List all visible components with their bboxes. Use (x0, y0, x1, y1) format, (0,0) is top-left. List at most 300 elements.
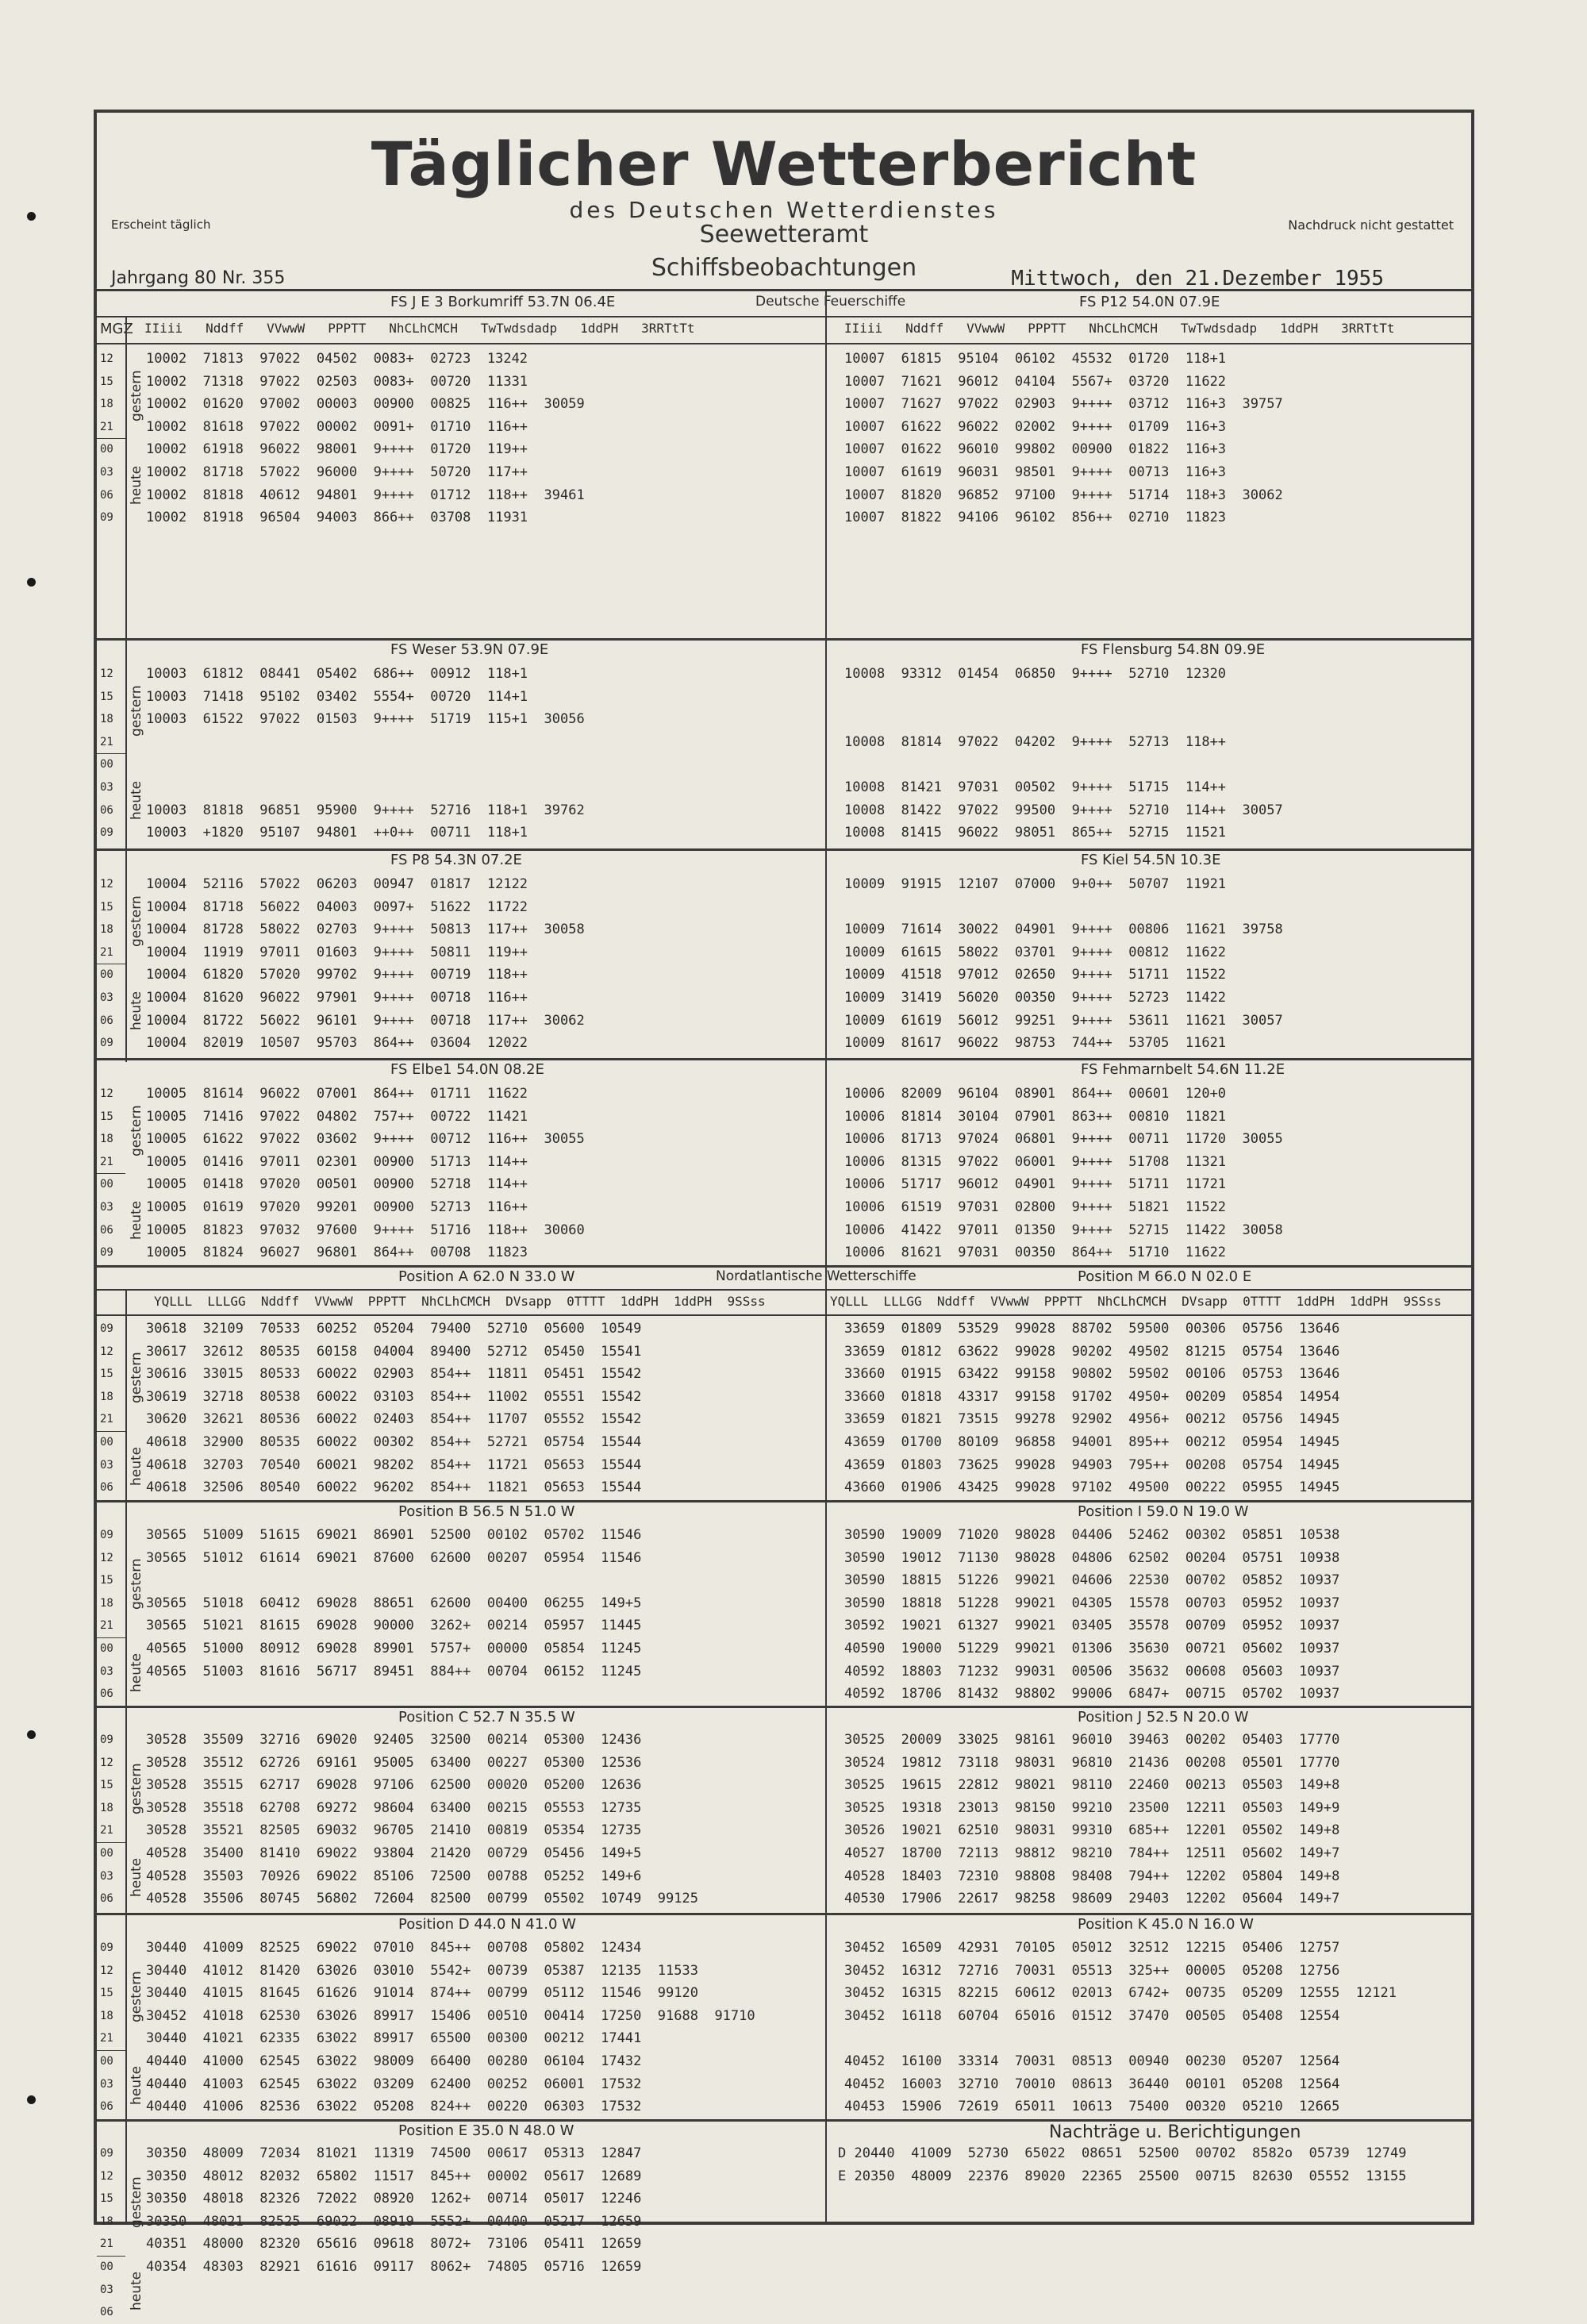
observation-row (146, 753, 585, 776)
coastal-column-header: IIiii Nddff VVwwW PPPTT NhCLhCMCH TwTwdsdadp 1ddPH 3RRTtTt (144, 321, 695, 336)
observation-row: 30565 51018 60412 69028 88651 62600 00400 06255 149+5 (146, 1595, 642, 1611)
observation-row: 30528 35515 62717 69028 97106 62500 00020 05200 12636 (146, 1777, 642, 1794)
observation-row (146, 1569, 641, 1592)
left-station-rows (146, 873, 585, 1055)
observation-row: 30440 41015 81645 61626 91014 874++ 00799 05112 11546 99120 (146, 1985, 698, 2002)
observation-row: 43659 01700 80109 96858 94001 895++ 00212 05954 14945 (844, 1433, 1340, 1450)
observation-row: 40528 18403 72310 98808 98408 794++ 12202 05804 149+8 (844, 1868, 1340, 1884)
observation-row: 40354 48303 82921 61616 09117 8062+ 74805 05716 12659 (146, 2258, 642, 2275)
observation-row (844, 708, 1283, 731)
issue-date: Mittwoch, den 21.Dezember 1955 (1011, 267, 1384, 290)
observation-row: 40618 32506 80540 60022 96202 854++ 11821 05653 15544 (146, 1479, 642, 1496)
observation-row: 30452 16509 42931 70105 05012 32512 12215 05406 12757 (844, 1940, 1340, 1956)
hour-label: 15 (100, 690, 113, 703)
observation-row: 10009 41518 97012 02650 9++++ 51711 11522 (844, 967, 1227, 983)
hour-label: 06 (100, 1223, 113, 1237)
corrections-rows (838, 2142, 1406, 2187)
observation-row: 10003 71418 95102 03402 5554+ 00720 114+1 (146, 688, 528, 705)
station-title: FS P8 54.3N 07.2E (390, 852, 522, 868)
hour-labels (100, 2142, 113, 2324)
observation-row: 40590 19000 51229 99021 01306 35630 00721 05602 10937 (844, 1640, 1340, 1656)
day-divider (97, 1842, 125, 1843)
column-divider (825, 1265, 827, 2224)
hour-label: 15 (100, 1987, 113, 2000)
observation-row: 10004 81718 56022 04003 0097+ 51622 11722 (146, 898, 528, 915)
hour-label: 03 (100, 780, 113, 794)
right-station-rows (844, 873, 1283, 1055)
hour-label: 00 (100, 1435, 113, 1449)
punch-hole (27, 2095, 36, 2104)
station-title: FS Weser 53.9N 07.9E (390, 641, 549, 658)
hour-label: 12 (100, 668, 113, 680)
observation-row: 10005 01416 97011 02301 00900 51713 114++ (146, 1153, 528, 1170)
observation-row (844, 2027, 1397, 2050)
observation-row: 30452 41018 62530 63026 89917 15406 00510 00414 17250 91688 91710 (146, 2007, 755, 2024)
observation-row: 40528 35400 81410 69022 93804 21420 00729 05456 149+5 (146, 1845, 642, 1861)
observation-row: 33659 01809 53529 99028 88702 59500 00306 05756 13646 (844, 1321, 1340, 1337)
hour-label: 09 (100, 1941, 113, 1954)
divider-line (97, 1913, 1471, 1915)
hour-label: 12 (100, 2169, 113, 2183)
observation-row: 10004 81728 58022 02703 9++++ 50813 117++ 30058 (146, 922, 585, 938)
observation-row: 30440 41012 81420 63026 03010 5542+ 00739 05387 12135 11533 (146, 1962, 698, 1979)
observation-row: 43659 01803 73625 99028 94903 795++ 00208 05754 14945 (844, 1456, 1340, 1473)
hour-label: 03 (100, 991, 113, 1004)
hour-column-divider (125, 1289, 127, 2224)
station-title: FS J E 3 Borkumriff 53.7N 06.4E (390, 294, 616, 310)
day-label-gestern: gestern (129, 685, 144, 737)
day-divider (97, 1637, 125, 1638)
observation-row: 10005 71416 97022 04802 757++ 00722 11421 (146, 1108, 528, 1125)
day-label-gestern: gestern (129, 1351, 144, 1403)
observation-row: 30440 41021 62335 63022 89917 65500 00300 00212 17441 (146, 2030, 642, 2047)
right-station-rows (844, 1083, 1283, 1264)
observation-row (844, 686, 1283, 709)
hour-label: 18 (100, 2214, 113, 2228)
ocean-column-header: YQLLL LLLGG Nddff VVwwW PPPTT NhCLhCMCH DVsapp 0TTTT 1ddPH 1ddPH 9SSss (154, 1294, 766, 1309)
station-title: FS Kiel 54.5N 10.3E (1081, 852, 1221, 868)
hour-label: 09 (100, 1037, 113, 1050)
observation-row: 40528 35506 80745 56802 72604 82500 00799 05502 10749 99125 (146, 1891, 698, 1907)
observation-row: 30440 41009 82525 69022 07010 845++ 00708 05802 12434 (146, 1940, 642, 1956)
hour-label: 06 (100, 488, 113, 502)
day-label-heute: heute (129, 991, 144, 1030)
observation-row: D 20440 41009 52730 65022 08651 52500 00702 8582o 05739 12749 (838, 2145, 1407, 2161)
hour-label: 21 (100, 1619, 113, 1633)
station-title: Nachträge u. Berichtigungen (1049, 2122, 1301, 2142)
observation-row: 30525 20009 33025 98161 96010 39463 00202 05403 17770 (844, 1732, 1340, 1748)
day-label-gestern: gestern (129, 1557, 144, 1610)
hour-labels (100, 1318, 113, 1499)
observation-row: E 20350 48009 22376 89020 22365 25500 00715 82630 05552 13155 (838, 2168, 1407, 2184)
hour-label: 18 (100, 713, 113, 726)
coastal-column-header-right: IIiii Nddff VVwwW PPPTT NhCLhCMCH TwTwdsdadp 1ddPH 3RRTtTt (844, 321, 1395, 336)
punch-hole (27, 578, 36, 587)
punch-hole (27, 1730, 36, 1739)
right-station-rows (844, 663, 1283, 845)
observation-row: 10006 51717 96012 04901 9++++ 51711 11721 (844, 1176, 1227, 1193)
hour-label: 00 (100, 1846, 113, 1860)
observation-row: 33660 01915 63422 99158 90802 59502 00106 05753 13646 (844, 1366, 1340, 1383)
issue-number: Jahrgang 80 Nr. 355 (111, 268, 286, 288)
right-ship-rows (844, 1524, 1339, 1706)
divider-line (97, 1265, 1471, 1268)
page-subtitle: des Deutschen Wetterdienstes (569, 197, 999, 223)
observation-row: 30617 32612 80535 60158 04004 89400 52712 05450 15541 (146, 1343, 642, 1360)
hour-label: 03 (100, 2283, 113, 2296)
hour-label: 21 (100, 945, 113, 959)
left-station-rows (146, 348, 585, 529)
observation-row: 30350 48012 82032 65802 11517 845++ 00002 05617 12689 (146, 2168, 642, 2184)
station-title: Position M 66.0 N 02.0 E (1078, 1268, 1252, 1285)
hour-label: 06 (100, 2100, 113, 2114)
day-divider (97, 2256, 125, 2257)
hour-labels (100, 1524, 113, 1706)
hour-label: 09 (100, 1322, 113, 1335)
hour-label: 09 (100, 826, 113, 840)
observation-row: 10009 71614 30022 04901 9++++ 00806 11621 39758 (844, 922, 1283, 938)
hour-column-divider (125, 316, 127, 1062)
divider-line (97, 2119, 1471, 2122)
observation-row: 40565 51003 81616 56717 89451 884++ 00704 06152 11245 (146, 1663, 642, 1680)
station-title: Position D 44.0 N 41.0 W (398, 1916, 576, 1933)
day-divider (97, 2050, 125, 2051)
hour-label: 15 (100, 1110, 113, 1123)
observation-row: 10002 01620 97002 00003 00900 00825 116++ 30059 (146, 396, 585, 413)
divider-line (97, 1058, 1471, 1060)
observation-row: 10008 81422 97022 99500 9++++ 52710 114++ 30057 (844, 802, 1283, 818)
observation-row: 10003 61522 97022 01503 9++++ 51719 115+1 30056 (146, 711, 585, 728)
station-title: Position J 52.5 N 20.0 W (1078, 1709, 1249, 1726)
left-ship-rows (146, 1318, 641, 1499)
hour-label: 21 (100, 2032, 113, 2045)
observation-row: 30524 19812 73118 98031 96810 21436 00208 05501 17770 (844, 1754, 1340, 1771)
right-ship-rows (844, 1318, 1339, 1499)
hour-label: 00 (100, 1641, 113, 1655)
hour-label: 12 (100, 878, 113, 891)
observation-row: 10004 81620 96022 97901 9++++ 00718 116++ (146, 989, 528, 1006)
observation-row: 40452 16003 32710 70010 08613 36440 00101 05208 12564 (844, 2076, 1340, 2092)
observation-row: 10004 61820 57020 99702 9++++ 00719 118++ (146, 967, 528, 983)
observation-row: 10009 61619 56012 99251 9++++ 53611 11621 30057 (844, 1012, 1283, 1029)
observation-row: 10006 82009 96104 08901 864++ 00601 120+0 (844, 1086, 1227, 1102)
observation-row: 30350 48009 72034 81021 11319 74500 00617 05313 12847 (146, 2145, 642, 2161)
hour-label: 06 (100, 1481, 113, 1495)
station-title: FS Flensburg 54.8N 09.9E (1081, 641, 1266, 658)
observation-row: 10005 81824 96027 96801 864++ 00708 11823 (146, 1245, 528, 1261)
observation-row: 10004 11919 97011 01603 9++++ 50811 119++ (146, 944, 528, 960)
observation-row: 10002 81718 57022 96000 9++++ 50720 117++ (146, 464, 528, 480)
hour-label: 15 (100, 1368, 113, 1381)
day-label-gestern: gestern (129, 1762, 144, 1814)
day-label-heute: heute (129, 1653, 144, 1692)
left-ship-rows (146, 1729, 698, 1910)
mgz-label: MGZ (100, 321, 133, 337)
observation-row: 10006 81713 97024 06801 9++++ 00711 11720 30055 (844, 1131, 1283, 1148)
hour-label: 09 (100, 2147, 113, 2160)
hour-label: 18 (100, 1596, 113, 1610)
station-title: FS Fehmarnbelt 54.6N 11.2E (1081, 1061, 1285, 1078)
observation-row: 43660 01906 43425 99028 97102 49500 00222 05955 14945 (844, 1479, 1340, 1496)
observation-row: 40351 48000 82320 65616 09618 8072+ 73106 05411 12659 (146, 2236, 642, 2253)
observation-row: 30528 35518 62708 69272 98604 63400 00215 05553 12735 (146, 1799, 642, 1816)
observation-row: 40440 41000 62545 63022 98009 66400 00280 06104 17432 (146, 2053, 642, 2069)
hour-label: 15 (100, 2192, 113, 2206)
copyright-note: Nachdruck nicht gestattet (1288, 217, 1454, 233)
observation-row: 40618 32900 80535 60022 00302 854++ 52721 05754 15544 (146, 1433, 642, 1450)
observation-row: 40452 16100 33314 70031 08513 00940 00230 05207 12564 (844, 2053, 1340, 2069)
hour-label: 18 (100, 1801, 113, 1814)
divider-line (97, 343, 1471, 344)
observation-row (146, 731, 585, 754)
hour-label: 21 (100, 2237, 113, 2251)
hour-labels (100, 1729, 113, 1910)
observation-row: 30590 18818 51228 99021 04305 15578 00703 05952 10937 (844, 1595, 1340, 1611)
hour-label: 15 (100, 900, 113, 914)
hour-label: 00 (100, 443, 113, 456)
hour-label: 03 (100, 1458, 113, 1472)
observation-row: 30565 51009 51615 69021 86901 52500 00102 05702 11546 (146, 1527, 642, 1543)
observation-row: 10004 52116 57022 06203 00947 01817 12122 (146, 876, 528, 892)
hour-label: 21 (100, 735, 113, 748)
hour-label: 12 (100, 1964, 113, 1977)
feuerschiffe-heading: Deutsche Feuerschiffe (755, 294, 906, 310)
observation-row: 30528 35512 62726 69161 95005 63400 00227 05300 12536 (146, 1754, 642, 1771)
observation-row: 10007 61622 96022 02002 9++++ 01709 116+3 (844, 418, 1227, 435)
observation-row: 30350 48018 82326 72022 08920 1262+ 00714 05017 12246 (146, 2191, 642, 2207)
hour-label: 00 (100, 2260, 113, 2273)
day-label-heute: heute (129, 780, 144, 820)
observation-row: 10008 81415 96022 98051 865++ 52715 11521 (844, 825, 1227, 841)
left-station-rows (146, 1083, 585, 1264)
left-station-rows (146, 663, 585, 845)
observation-row: 10007 81822 94106 96102 856++ 02710 11823 (844, 510, 1227, 526)
hour-label: 09 (100, 1246, 113, 1260)
right-ship-rows (844, 1729, 1339, 1910)
page-title: Täglicher Wetterbericht (371, 129, 1197, 199)
observation-row: 10003 61812 08441 05402 686++ 00912 118+1 (146, 666, 528, 682)
observation-row: 40592 18803 71232 99031 00506 35632 00608 05603 10937 (844, 1663, 1340, 1680)
observation-row: 30620 32621 80536 60022 02403 854++ 11707 05552 15542 (146, 1411, 642, 1428)
observation-row (146, 1683, 641, 1706)
observation-row: 10006 81814 30104 07901 863++ 00810 11821 (844, 1108, 1227, 1125)
station-title: Position E 35.0 N 48.0 W (398, 2122, 574, 2139)
hour-label: 03 (100, 465, 113, 479)
left-ship-rows (146, 1937, 755, 2118)
observation-row: 30592 19021 61327 99021 03405 35578 00709 05952 10937 (844, 1618, 1340, 1634)
observation-row: 40440 41006 82536 63022 05208 824++ 00220 06303 17532 (146, 2099, 642, 2115)
day-label-heute: heute (129, 1200, 144, 1240)
observation-row: 33659 01821 73515 99278 92902 4956+ 00212 05756 14945 (844, 1411, 1340, 1428)
station-title: Position C 52.7 N 35.5 W (398, 1709, 575, 1726)
divider-line (97, 1706, 1471, 1708)
section-name: Schiffsbeobachtungen (651, 254, 917, 282)
hour-label: 03 (100, 1200, 113, 1214)
observation-row: 30590 19009 71020 98028 04406 52462 00302 05851 10538 (844, 1527, 1340, 1543)
day-divider (97, 438, 125, 439)
hour-label: 09 (100, 511, 113, 525)
hour-label: 21 (100, 420, 113, 433)
observation-row: 30590 19012 71130 98028 04806 62502 00204 05751 10938 (844, 1549, 1340, 1566)
day-label-gestern: gestern (129, 895, 144, 948)
observation-row: 10005 01619 97020 99201 00900 52713 116++ (146, 1199, 528, 1215)
divider-line (97, 1289, 1471, 1291)
day-label-heute: heute (129, 465, 144, 505)
hour-labels (100, 1937, 113, 2118)
observation-row: 30616 33015 80533 60022 02903 854++ 11811 05451 15542 (146, 1366, 642, 1383)
day-label-gestern: gestern (129, 370, 144, 422)
station-title: Position A 62.0 N 33.0 W (398, 1268, 575, 1285)
hour-label: 18 (100, 1133, 113, 1146)
hour-label: 12 (100, 1756, 113, 1769)
hour-label: 21 (100, 1413, 113, 1426)
hour-label: 09 (100, 1733, 113, 1746)
hour-label: 06 (100, 1687, 113, 1701)
observation-row: 10006 41422 97011 01350 9++++ 52715 11422 30058 (844, 1222, 1283, 1238)
observation-row: 10008 93312 01454 06850 9++++ 52710 12320 (844, 666, 1227, 682)
observation-row: 10002 71813 97022 04502 0083+ 02723 13242 (146, 351, 528, 367)
observation-row: 30452 16315 82215 60612 02013 6742+ 00735 05209 12555 12121 (844, 1985, 1397, 2002)
observation-row: 10008 81421 97031 00502 9++++ 51715 114++ (844, 779, 1227, 795)
day-label-gestern: gestern (129, 2176, 144, 2228)
observation-row: 10009 61615 58022 03701 9++++ 00812 11622 (844, 944, 1227, 960)
publication-note: Erscheint täglich (111, 217, 211, 232)
hour-label: 03 (100, 1869, 113, 1883)
observation-row: 30452 16118 60704 65016 01512 37470 00505 05408 12554 (844, 2007, 1340, 2024)
hour-label: 00 (100, 758, 113, 771)
hour-label: 18 (100, 923, 113, 937)
observation-row: 40565 51000 80912 69028 89901 5757+ 00000 05854 11245 (146, 1640, 642, 1656)
observation-row: 10007 01622 96010 99802 00900 01822 116+3 (844, 441, 1227, 458)
observation-row: 10005 81823 97032 97600 9++++ 51716 118++ 30060 (146, 1222, 585, 1238)
hour-label: 18 (100, 2009, 113, 2022)
hour-label: 21 (100, 1824, 113, 1837)
station-title: Position K 45.0 N 16.0 W (1078, 1916, 1254, 1933)
observation-row (146, 776, 585, 799)
station-title: FS Elbe1 54.0N 08.2E (390, 1061, 544, 1078)
ocean-heading: Nordatlantische Wetterschiffe (716, 1268, 916, 1284)
observation-row: 40592 18706 81432 98802 99006 6847+ 00715 05702 10937 (844, 1686, 1340, 1703)
hour-label: 00 (100, 968, 113, 982)
observation-row: 30619 32718 80538 60022 03103 854++ 11002 05551 15542 (146, 1388, 642, 1405)
left-ship-rows (146, 2142, 641, 2301)
hour-label: 09 (100, 1529, 113, 1541)
divider-line (97, 1500, 1471, 1503)
hour-label: 00 (100, 2054, 113, 2068)
day-divider (97, 1431, 125, 1432)
day-label-gestern: gestern (129, 1970, 144, 2022)
hour-label: 06 (100, 2306, 113, 2319)
observation-row: 10002 81918 96504 94003 866++ 03708 11931 (146, 510, 528, 526)
report-frame (94, 110, 1474, 2319)
office-name: Seewetteramt (699, 221, 869, 248)
observation-row: 10002 81618 97022 00002 0091+ 01710 116++ (146, 418, 528, 435)
observation-row: 10005 81614 96022 07001 864++ 01711 11622 (146, 1086, 528, 1102)
divider-line (97, 316, 1471, 317)
observation-row: 30526 19021 62510 98031 99310 685++ 12201 05502 149+8 (844, 1822, 1340, 1839)
divider-line (97, 289, 1471, 291)
hour-label: 12 (100, 1087, 113, 1100)
observation-row: 40440 41003 62545 63022 03209 62400 00252 06001 17532 (146, 2076, 642, 2092)
observation-row: 10009 31419 56020 00350 9++++ 52723 11422 (844, 989, 1227, 1006)
day-label-heute: heute (129, 2271, 144, 2311)
observation-row (146, 2279, 641, 2302)
hour-label: 12 (100, 352, 113, 365)
observation-row: 10007 81820 96852 97100 9++++ 51714 118+3 30062 (844, 487, 1283, 503)
observation-row: 10005 61622 97022 03602 9++++ 00712 116++ 30055 (146, 1131, 585, 1148)
observation-row: 10009 91915 12107 07000 9+0++ 50707 11921 (844, 876, 1227, 892)
observation-row: 40530 17906 22617 98258 98609 29403 12202 05604 149+7 (844, 1891, 1340, 1907)
observation-row: 10002 71318 97022 02503 0083+ 00720 11331 (146, 373, 528, 390)
day-label-gestern: gestern (129, 1105, 144, 1157)
observation-row: 10007 71627 97022 02903 9++++ 03712 116+3 39757 (844, 396, 1283, 413)
hour-label: 12 (100, 1551, 113, 1564)
observation-row: 10008 81814 97022 04202 9++++ 52713 118++ (844, 733, 1227, 750)
hour-label: 21 (100, 1155, 113, 1168)
divider-line (97, 1314, 1471, 1316)
day-divider (97, 1173, 125, 1174)
observation-row: 10002 61918 96022 98001 9++++ 01720 119++ (146, 441, 528, 458)
day-label-heute: heute (129, 1446, 144, 1486)
observation-row: 10003 +1820 95107 94801 ++0++ 00711 118+1 (146, 825, 528, 841)
observation-row: 10009 81617 96022 98753 744++ 53705 11621 (844, 1035, 1227, 1052)
right-ship-rows (844, 1937, 1397, 2118)
column-divider (825, 289, 827, 1266)
observation-row: 10007 61619 96031 98501 9++++ 00713 116+3 (844, 464, 1227, 480)
observation-row: 30525 19318 23013 98150 99210 23500 12211 05503 149+9 (844, 1799, 1340, 1816)
hour-label: 00 (100, 1178, 113, 1191)
hour-label: 15 (100, 1574, 113, 1587)
hour-label: 06 (100, 1014, 113, 1027)
observation-row: 40527 18700 72113 98812 98210 784++ 12511 05602 149+7 (844, 1845, 1340, 1861)
punch-hole (27, 212, 36, 221)
observation-row: 40453 15906 72619 65011 10613 75400 00320 05210 12665 (844, 2099, 1340, 2115)
divider-line (97, 848, 1471, 851)
observation-row: 30525 19615 22812 98021 98110 22460 00213 05503 149+8 (844, 1777, 1340, 1794)
observation-row: 10004 82019 10507 95703 864++ 03604 12022 (146, 1035, 528, 1052)
hour-label: 15 (100, 375, 113, 388)
hour-label: 06 (100, 803, 113, 817)
observation-row: 30528 35509 32716 69020 92405 32500 00214 05300 12436 (146, 1732, 642, 1748)
right-station-rows (844, 348, 1283, 529)
observation-row: 30590 18815 51226 99021 04606 22530 00702 05852 10937 (844, 1572, 1340, 1589)
observation-row: 30528 35521 82505 69032 96705 21410 00819 05354 12735 (146, 1822, 642, 1839)
left-ship-rows (146, 1524, 641, 1706)
hour-label: 12 (100, 1345, 113, 1358)
observation-row: 33660 01818 43317 99158 91702 4950+ 00209 05854 14954 (844, 1388, 1340, 1405)
observation-row: 40528 35503 70926 69022 85106 72500 00788 05252 149+6 (146, 1868, 642, 1884)
day-label-heute: heute (129, 1857, 144, 1897)
observation-row: 33659 01812 63622 99028 90202 49502 81215 05754 13646 (844, 1343, 1340, 1360)
observation-row: 30618 32109 70533 60252 05204 79400 52710 05600 10549 (146, 1321, 642, 1337)
hour-label: 15 (100, 1779, 113, 1792)
observation-row: 30452 16312 72716 70031 05513 325++ 00005 05208 12756 (844, 1962, 1340, 1979)
observation-row: 10002 81818 40612 94801 9++++ 01712 118++ 39461 (146, 487, 585, 503)
ocean-column-header-right: YQLLL LLLGG Nddff VVwwW PPPTT NhCLhCMCH DVsapp 0TTTT 1ddPH 1ddPH 9SSss (830, 1294, 1442, 1309)
observation-row: 10003 81818 96851 95900 9++++ 52716 118+1 39762 (146, 802, 585, 818)
observation-row: 10007 71621 96012 04104 5567+ 03720 11622 (844, 373, 1227, 390)
observation-row: 10004 81722 56022 96101 9++++ 00718 117++ 30062 (146, 1012, 585, 1029)
hour-label: 18 (100, 398, 113, 411)
day-divider (97, 753, 125, 754)
hour-label: 03 (100, 1664, 113, 1678)
observation-row (844, 753, 1283, 776)
hour-label: 18 (100, 1390, 113, 1403)
divider-line (97, 638, 1471, 641)
observation-row: 30565 51012 61614 69021 87600 62600 00207 05954 11546 (146, 1549, 642, 1566)
observation-row: 10006 81621 97031 00350 864++ 51710 11622 (844, 1245, 1227, 1261)
station-title: Position I 59.0 N 19.0 W (1078, 1503, 1249, 1520)
